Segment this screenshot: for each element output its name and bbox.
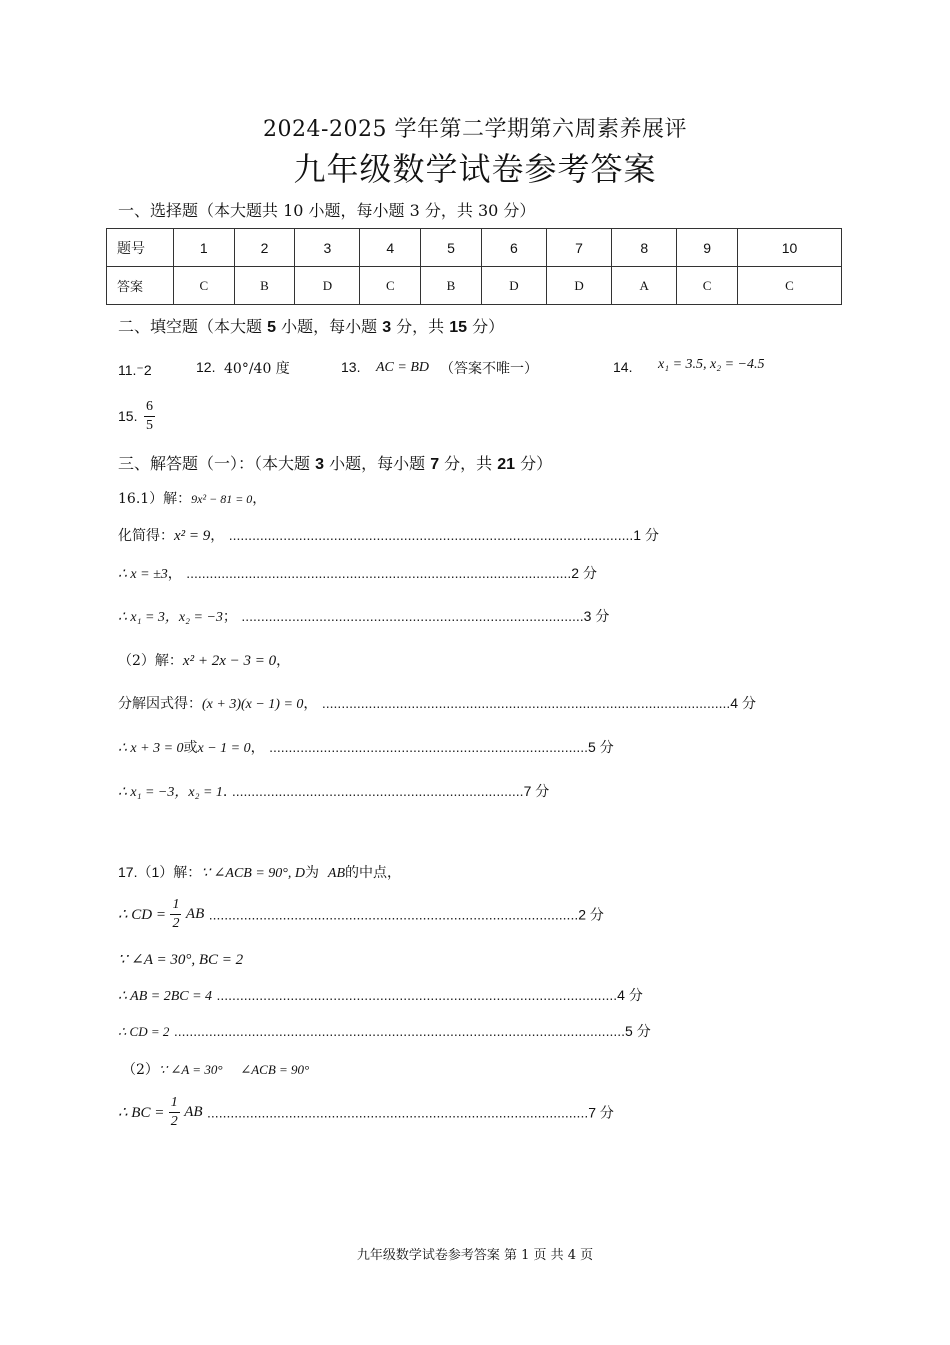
- question-number: 3: [295, 229, 360, 267]
- q17-l6-math1: ∵ ∠A = 30°: [158, 1062, 223, 1077]
- dot-leader: ........................................................................................: [241, 608, 584, 624]
- q16-l4-tail: ；: [222, 609, 237, 625]
- q17-line6: [122, 1059, 309, 1079]
- answer-cell: C: [677, 267, 738, 305]
- q16-l7-math2: x − 1 = 0: [197, 741, 251, 756]
- answer-table-answer-row: [107, 267, 842, 305]
- score-mark: 3 分: [583, 608, 610, 624]
- section2-count: 5: [267, 319, 276, 336]
- answer-15-fraction: [144, 398, 155, 435]
- q16-l7-or: 或: [183, 740, 198, 756]
- q17-line4: [118, 985, 643, 1005]
- q17-l1-tail: 的中点，: [345, 865, 402, 881]
- fraction-denominator: 2: [172, 916, 180, 931]
- answer-cell: C: [737, 267, 841, 305]
- answer-13-math: AC = BD: [376, 360, 429, 375]
- q17-l7-pre: ∴ BC =: [118, 1105, 165, 1121]
- q17-line1: [118, 862, 401, 882]
- dot-leader: ..................................................................................: [269, 739, 589, 755]
- score-mark: 7 分: [588, 1104, 614, 1121]
- q16-label: 16.1）解：: [118, 491, 192, 507]
- q16-line1: [118, 488, 266, 508]
- answer-11: 11.⁻2: [118, 362, 152, 378]
- q16-line2: [118, 525, 659, 545]
- section3-title-post: 分）: [515, 454, 553, 473]
- section2-title-post: 分）: [467, 317, 505, 336]
- question-number: 7: [546, 229, 611, 267]
- q17-l5-math: ∴ CD = 2: [118, 1024, 170, 1039]
- answer-row-label: 答案: [107, 267, 174, 305]
- fraction-numerator: 1: [169, 1094, 180, 1113]
- q16-l5-label: （2）解：: [118, 653, 183, 669]
- q16-l8-math: ∴ x₁ = −3，x₂ = 1: [118, 785, 223, 800]
- dot-leader: ...........................................................................: [231, 783, 524, 799]
- q16-l7-tail: ，: [250, 740, 265, 756]
- q16-line5: [118, 650, 290, 670]
- dot-leader: ...............................................................................................: [208, 906, 579, 923]
- answer-14-label: 14.: [613, 359, 633, 375]
- fraction-denominator: 2: [170, 1114, 178, 1129]
- question-number: 8: [612, 229, 677, 267]
- q16-l5-math: x² + 2x − 3 = 0: [182, 653, 277, 669]
- q17-l1-math: ∵ ∠ACB = 90°, D: [201, 866, 305, 881]
- answer-table-question-row: [107, 229, 842, 267]
- q17-label: 17.（1）解：: [118, 864, 202, 880]
- q16-l6-math: (x + 3)(x − 1) = 0: [202, 697, 304, 712]
- question-number: 5: [421, 229, 482, 267]
- dot-leader: ...................................................................................................: [186, 565, 572, 581]
- q17-l2-pre: ∴ CD =: [118, 907, 167, 923]
- q16-l6-label: 分解因式得：: [118, 696, 202, 712]
- answer-12-label: 12.: [196, 359, 216, 375]
- q17-l7-post: AB: [184, 1104, 203, 1120]
- q17-line5: [118, 1021, 651, 1041]
- question-row-label: 题号: [107, 229, 174, 267]
- question-number: 6: [481, 229, 546, 267]
- answer-cell: B: [234, 267, 295, 305]
- q16-line6: [118, 693, 756, 713]
- dot-leader: ..................................................................................................: [207, 1104, 589, 1121]
- q16-l3-tail: ，: [167, 566, 182, 582]
- q17-line7: [118, 1094, 614, 1131]
- q16-l2-math: x² = 9: [174, 528, 211, 544]
- section1-title: 一、选择题（本大题共 10 小题，每小题 3 分，共 30 分）: [118, 201, 536, 220]
- q17-l2-post: AB: [185, 906, 205, 922]
- section2-title-pre: 二、填空题（本大题: [118, 317, 268, 336]
- q16-l8-tail: .: [222, 784, 228, 800]
- q16-l7-math1: ∴ x + 3 = 0: [118, 741, 184, 756]
- section2-title-mid1: 小题，每小题: [276, 317, 383, 336]
- question-number: 2: [234, 229, 295, 267]
- question-number: 1: [174, 229, 235, 267]
- section3-score-each: 7: [430, 456, 440, 473]
- section3-total: 21: [497, 456, 516, 473]
- section3-count: 3: [315, 456, 324, 473]
- question-number: 4: [360, 229, 421, 267]
- answer-12-value: 40°/40 度: [224, 361, 290, 377]
- section2-title: [118, 314, 504, 337]
- score-mark: 5 分: [588, 739, 614, 755]
- page-footer: 九年级数学试卷参考答案 第 1 页 共 4 页: [356, 1248, 594, 1263]
- q16-l5-tail: ，: [276, 653, 291, 669]
- question-number: 9: [677, 229, 738, 267]
- score-mark: 7 分: [523, 783, 550, 799]
- answer-table: [106, 228, 842, 305]
- score-mark: 2 分: [571, 565, 597, 581]
- answer-cell: C: [174, 267, 235, 305]
- dot-leader: ....................................................................................................................: [173, 1023, 626, 1039]
- q16-line4: [118, 606, 609, 626]
- dot-leader: .........................................................................................................: [321, 695, 731, 711]
- section3-title-pre: 三、解答题（一）：（本大题: [118, 454, 316, 473]
- answer-13-label: 13.: [341, 359, 361, 375]
- q17-l6-label: （2）: [122, 1062, 159, 1078]
- question-number: 10: [737, 229, 841, 267]
- dot-leader: ........................................................................................................: [228, 527, 634, 543]
- q16-line7: [118, 737, 614, 757]
- dot-leader: .......................................................................................................: [216, 987, 618, 1003]
- answer-13-note: （答案不唯一）: [440, 361, 538, 377]
- section3-title: [118, 451, 552, 474]
- section2-title-mid2: 分，共: [391, 317, 450, 336]
- q17-l4-math: ∴ AB = 2BC = 4: [118, 989, 213, 1004]
- q16-line3: [118, 563, 597, 583]
- q17-l1-wei: 为: [305, 865, 319, 881]
- answer-cell: C: [360, 267, 421, 305]
- q17-line2: [118, 896, 604, 933]
- section3-title-mid1: 小题，每小题: [324, 454, 431, 473]
- q16-l4-math: ∴ x₁ = 3，x₂ = −3: [118, 610, 223, 625]
- q17-line3: ∵ ∠A = 30°, BC = 2: [118, 952, 244, 968]
- fraction-numerator: 6: [144, 398, 155, 417]
- q16-l2-tail: ，: [210, 528, 225, 544]
- score-mark: 5 分: [625, 1023, 651, 1039]
- q16-l1-tail: ，: [252, 491, 267, 507]
- page-title: 九年级数学试卷参考答案: [293, 150, 657, 188]
- score-mark: 1 分: [633, 527, 659, 543]
- q17-l6-math2: ∠ACB = 90°: [240, 1062, 310, 1077]
- q16-l3-math: ∴ x = ±3: [118, 567, 168, 582]
- score-mark: 4 分: [730, 695, 756, 711]
- section2-score-each: 3: [382, 319, 392, 336]
- fraction-denominator: 5: [146, 418, 153, 433]
- q17-l1-ab: AB: [327, 866, 346, 881]
- q16-line8: [118, 781, 549, 801]
- exam-subtitle: 2024-2025 学年第二学期第六周素养展评: [263, 117, 687, 142]
- answer-cell: B: [421, 267, 482, 305]
- answer-cell: D: [295, 267, 360, 305]
- q16-l6-tail: ，: [303, 696, 318, 712]
- section2-total: 15: [449, 319, 468, 336]
- q16-equation: 9x² − 81 = 0: [191, 492, 253, 506]
- answer-cell: D: [546, 267, 611, 305]
- answer-15-label: 15.: [118, 408, 138, 424]
- score-mark: 2 分: [578, 906, 604, 923]
- section3-title-mid2: 分，共: [439, 454, 498, 473]
- fraction-numerator: 1: [170, 896, 181, 915]
- q16-l2-label: 化简得：: [118, 528, 174, 544]
- score-mark: 4 分: [617, 987, 643, 1003]
- answer-cell: A: [612, 267, 677, 305]
- answer-cell: D: [481, 267, 546, 305]
- answer-14-math: x₁ = 3.5, x₂ = −4.5: [658, 357, 765, 372]
